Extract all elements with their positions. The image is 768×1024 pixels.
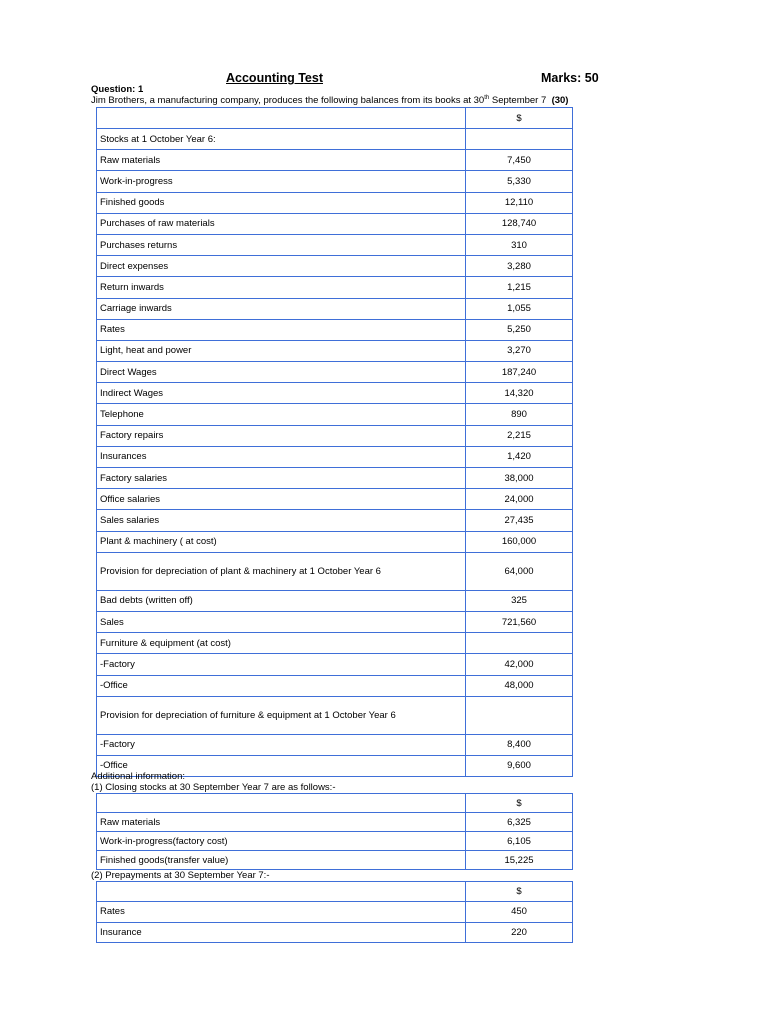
balances-table (96, 107, 573, 777)
row-amount: 8,400 (466, 734, 573, 755)
row-amount: 27,435 (466, 510, 573, 531)
row-amount: 5,330 (466, 171, 573, 192)
table-row (97, 851, 573, 870)
test-title: Accounting Test (226, 71, 323, 85)
table-row (97, 404, 573, 425)
row-amount: 7,450 (466, 150, 573, 171)
table-row (97, 129, 573, 150)
row-amount: 160,000 (466, 531, 573, 552)
question-intro (91, 95, 568, 106)
row-label: Rates (97, 319, 466, 340)
table-row (97, 675, 573, 696)
row-amount: 450 (466, 902, 573, 923)
table-row (97, 319, 573, 340)
row-amount: 721,560 (466, 611, 573, 632)
row-label: Bad debts (written off) (97, 590, 466, 611)
row-label: Finished goods(transfer value) (97, 851, 466, 870)
row-label: Return inwards (97, 277, 466, 298)
row-label: -Factory (97, 654, 466, 675)
table-row (97, 552, 573, 590)
marks-label: Marks: 50 (541, 71, 599, 85)
currency-header: $ (466, 108, 573, 129)
question-points: (30) (551, 95, 569, 106)
row-label: Provision for depreciation of plant & machinery at 1 October Year 6 (97, 552, 466, 590)
row-amount: 220 (466, 922, 573, 943)
row-amount: 325 (466, 590, 573, 611)
row-amount (466, 129, 573, 150)
row-amount: 6,105 (466, 832, 573, 851)
table-row (97, 922, 573, 943)
row-label: Direct expenses (97, 256, 466, 277)
table-row (97, 383, 573, 404)
row-amount: 3,280 (466, 256, 573, 277)
table-row (97, 531, 573, 552)
table-row (97, 734, 573, 755)
row-amount: 1,215 (466, 277, 573, 298)
row-label: Raw materials (97, 150, 466, 171)
table-row (97, 340, 573, 361)
row-amount: 2,215 (466, 425, 573, 446)
row-amount: 64,000 (466, 552, 573, 590)
row-label: Furniture & equipment (at cost) (97, 633, 466, 654)
row-amount: 890 (466, 404, 573, 425)
row-label: Purchases of raw materials (97, 213, 466, 234)
table-row (97, 362, 573, 383)
row-amount: 48,000 (466, 675, 573, 696)
row-amount: 5,250 (466, 319, 573, 340)
row-label: Factory salaries (97, 468, 466, 489)
table-row (97, 234, 573, 255)
table-row (97, 256, 573, 277)
row-label: Light, heat and power (97, 340, 466, 361)
header-label-cell (97, 794, 466, 813)
row-label: Sales salaries (97, 510, 466, 531)
row-amount: 15,225 (466, 851, 573, 870)
row-amount: 42,000 (466, 654, 573, 675)
currency-header: $ (466, 882, 573, 902)
row-amount: 9,600 (466, 755, 573, 776)
row-label: -Office (97, 755, 466, 776)
currency-header: $ (466, 794, 573, 813)
closing-stocks-note: (1) Closing stocks at 30 September Year 7 are as follows:- (91, 782, 336, 793)
additional-info-heading: Additional information: (91, 771, 185, 782)
row-amount: 38,000 (466, 468, 573, 489)
row-label: Purchases returns (97, 234, 466, 255)
row-label: Indirect Wages (97, 383, 466, 404)
table-row (97, 611, 573, 632)
row-label: Office salaries (97, 489, 466, 510)
row-label: Direct Wages (97, 362, 466, 383)
row-amount (466, 696, 573, 734)
table-row (97, 192, 573, 213)
table-header-row (97, 882, 573, 902)
row-label: Rates (97, 902, 466, 923)
table-row (97, 510, 573, 531)
row-amount: 3,270 (466, 340, 573, 361)
prepayments-table (96, 881, 573, 943)
table-row (97, 813, 573, 832)
table-header-row (97, 108, 573, 129)
row-amount: 12,110 (466, 192, 573, 213)
intro-text-end: September 7 (489, 95, 547, 106)
header-label-cell (97, 108, 466, 129)
row-label: Finished goods (97, 192, 466, 213)
row-label: Work-in-progress(factory cost) (97, 832, 466, 851)
row-amount: 6,325 (466, 813, 573, 832)
table-row (97, 298, 573, 319)
row-label: Insurances (97, 446, 466, 467)
table-row (97, 277, 573, 298)
prepayments-note: (2) Prepayments at 30 September Year 7:- (91, 870, 270, 881)
closing-stocks-table (96, 793, 573, 870)
table-row (97, 696, 573, 734)
table-row (97, 213, 573, 234)
row-label: Work-in-progress (97, 171, 466, 192)
question-number: Question: 1 (91, 84, 144, 95)
row-label: Raw materials (97, 813, 466, 832)
row-amount: 1,055 (466, 298, 573, 319)
table-row (97, 489, 573, 510)
row-label: Factory repairs (97, 425, 466, 446)
row-amount: 128,740 (466, 213, 573, 234)
row-label: Sales (97, 611, 466, 632)
table-row (97, 902, 573, 923)
table-row (97, 150, 573, 171)
row-amount (466, 633, 573, 654)
row-label: Plant & machinery ( at cost) (97, 531, 466, 552)
row-amount: 310 (466, 234, 573, 255)
row-amount: 187,240 (466, 362, 573, 383)
row-label: Carriage inwards (97, 298, 466, 319)
row-amount: 14,320 (466, 383, 573, 404)
row-label: Telephone (97, 404, 466, 425)
row-label: -Office (97, 675, 466, 696)
table-row (97, 590, 573, 611)
table-row (97, 654, 573, 675)
table-row (97, 171, 573, 192)
table-row (97, 633, 573, 654)
row-label: Stocks at 1 October Year 6: (97, 129, 466, 150)
header-label-cell (97, 882, 466, 902)
table-row (97, 446, 573, 467)
row-amount: 24,000 (466, 489, 573, 510)
row-label: Provision for depreciation of furniture & equipment at 1 October Year 6 (97, 696, 466, 734)
table-row (97, 425, 573, 446)
row-label: Insurance (97, 922, 466, 943)
table-header-row (97, 794, 573, 813)
intro-text-start: Jim Brothers, a manufacturing company, produces the following balances from its books at 30 (91, 95, 485, 106)
row-amount: 1,420 (466, 446, 573, 467)
table-row (97, 468, 573, 489)
row-label: -Factory (97, 734, 466, 755)
intro-superscript: th (484, 94, 490, 101)
table-row (97, 832, 573, 851)
